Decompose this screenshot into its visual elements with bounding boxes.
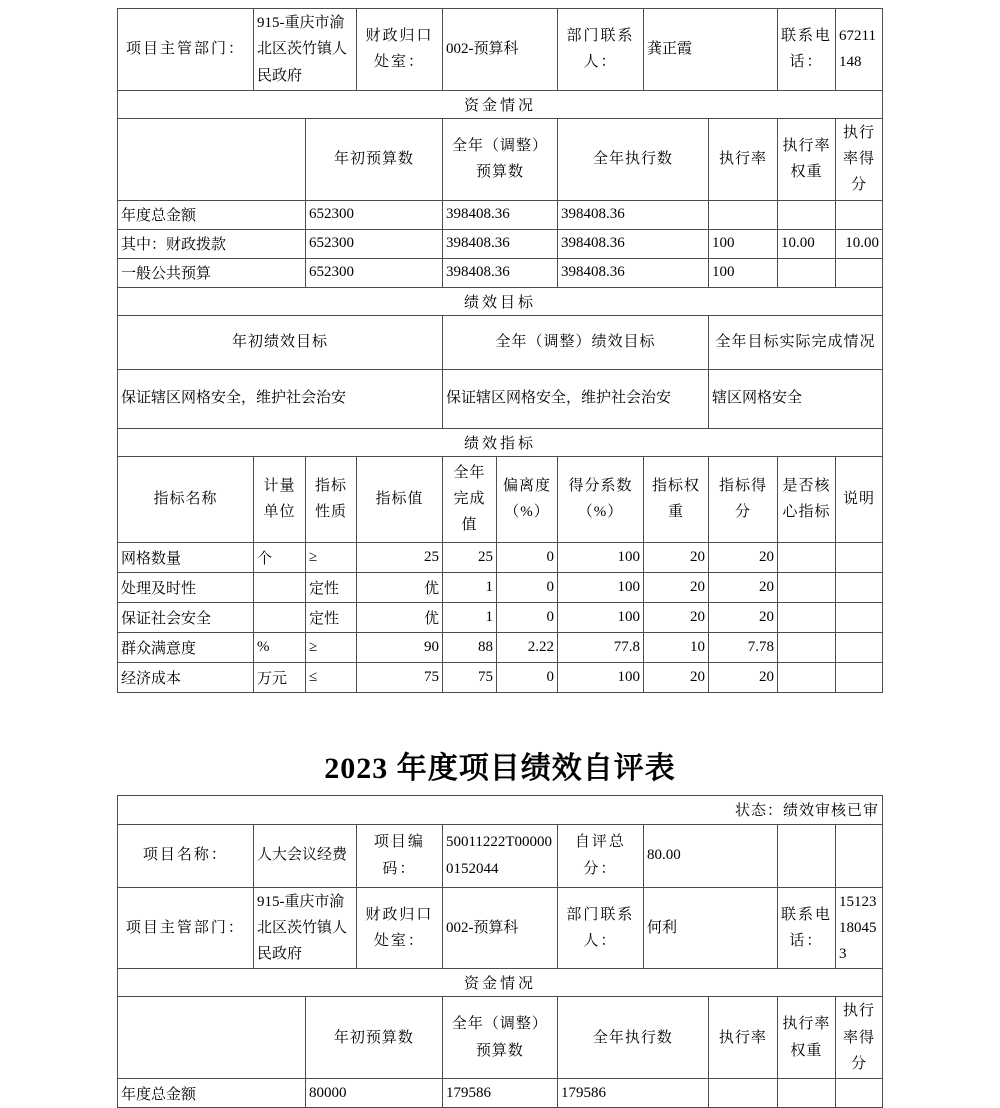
indicator-core-flag: [778, 662, 836, 692]
indicator-weight: 10: [643, 632, 708, 662]
funds-section-title: 资金情况: [117, 90, 882, 118]
funds-section-row: [117, 90, 882, 118]
funds-cell: 179586: [442, 1079, 557, 1108]
indicator-col-header: 得分系数（%）: [557, 456, 643, 542]
indicator-core-flag: [778, 572, 836, 602]
indicator-weight: 20: [643, 572, 708, 602]
funds-cell: [777, 1079, 835, 1108]
goals-content-row: [117, 369, 882, 428]
indicator-nature: 定性: [305, 602, 356, 632]
indicator-score-coef: 100: [557, 542, 643, 572]
indicator-completed: 75: [442, 662, 496, 692]
goal-initial: 保证辖区网格安全，维护社会治安: [117, 369, 442, 428]
funds-header-row: [117, 997, 882, 1079]
finance-office-value: 002-预算科: [442, 887, 557, 969]
funds-row-total: [117, 1079, 882, 1108]
indicator-name: 经济成本: [117, 662, 253, 692]
funds-row-fiscal: [117, 229, 882, 258]
funds-section-title: 资金情况: [117, 969, 882, 997]
project-name-label: 项目名称：: [117, 824, 253, 887]
indicator-name: 群众满意度: [117, 632, 253, 662]
funds-cell: 398408.36: [557, 258, 708, 287]
funds-cell: 100: [708, 229, 777, 258]
funds-row-label: 其中：财政拨款: [117, 229, 305, 258]
funds-col-header: 全年执行数: [557, 118, 708, 200]
indicator-deviation: 0: [496, 602, 557, 632]
indicator-unit: [253, 572, 305, 602]
funds-cell: [708, 1079, 777, 1108]
indicator-score-coef: 100: [557, 602, 643, 632]
project-name-value: 人大会议经费: [253, 824, 356, 887]
indicator-note: [836, 572, 883, 602]
indicator-col-header: 指标性质: [305, 456, 356, 542]
indicator-weight: 20: [643, 542, 708, 572]
indicator-score: 20: [708, 572, 777, 602]
goals-section-row: [117, 287, 882, 315]
performance-table-1: [117, 8, 883, 693]
funds-row-label: 一般公共预算: [117, 258, 305, 287]
indicator-col-header: 指标值: [356, 456, 442, 542]
funds-col-header: 执行率权重: [778, 118, 836, 200]
indicator-row: [117, 572, 882, 602]
funds-col-header: 年初预算数: [305, 118, 442, 200]
funds-header-empty: [117, 118, 305, 200]
indicator-nature: ≤: [305, 662, 356, 692]
indicator-nature: 定性: [305, 572, 356, 602]
indicator-col-header: 全年完成值: [442, 456, 496, 542]
indicator-target: 优: [356, 572, 442, 602]
indicator-target: 25: [356, 542, 442, 572]
indicator-score-coef: 100: [557, 662, 643, 692]
indicator-row: [117, 632, 882, 662]
funds-cell: [778, 200, 836, 229]
indicator-deviation: 0: [496, 662, 557, 692]
funds-row-label: 年度总金额: [117, 1079, 305, 1108]
contact-person-label: 部门联系人：: [557, 9, 643, 91]
indicator-target: 75: [356, 662, 442, 692]
funds-header-row: [117, 118, 882, 200]
indicators-section-row: [117, 428, 882, 456]
indicator-unit: 个: [253, 542, 305, 572]
finance-office-label: 财政归口处室：: [356, 887, 442, 969]
indicator-weight: 20: [643, 662, 708, 692]
indicator-note: [836, 602, 883, 632]
dept-value: 915-重庆市渝北区茨竹镇人民政府: [253, 887, 356, 969]
indicator-name: 处理及时性: [117, 572, 253, 602]
contact-person-label: 部门联系人：: [557, 887, 643, 969]
phone-value: 67211148: [836, 9, 883, 91]
indicator-completed: 1: [442, 572, 496, 602]
funds-cell: [836, 200, 883, 229]
project-code-value: 50011222T000000152044: [442, 824, 557, 887]
goal-actual: 辖区网格安全: [708, 369, 882, 428]
indicator-score-coef: 77.8: [557, 632, 643, 662]
indicator-row: [117, 662, 882, 692]
goals-col-header: 全年目标实际完成情况: [708, 315, 882, 369]
funds-cell: 652300: [305, 229, 442, 258]
funds-cell: 652300: [305, 200, 442, 229]
funds-row-label: 年度总金额: [117, 200, 305, 229]
indicator-deviation: 2.22: [496, 632, 557, 662]
funds-cell: 398408.36: [557, 200, 708, 229]
indicator-col-header: 指标得分: [708, 456, 777, 542]
funds-cell: 398408.36: [442, 229, 557, 258]
funds-row-public-budget: [117, 258, 882, 287]
goals-col-header: 年初绩效目标: [117, 315, 442, 369]
dept-label: 项目主管部门：: [117, 887, 253, 969]
goals-header-row: [117, 315, 882, 369]
indicator-deviation: 0: [496, 572, 557, 602]
funds-col-header: 全年（调整）预算数: [442, 118, 557, 200]
indicator-col-header: 指标名称: [117, 456, 253, 542]
phone-label: 联系电话：: [778, 9, 836, 91]
finance-office-label: 财政归口处室：: [356, 9, 442, 91]
indicator-row: [117, 542, 882, 572]
funds-cell: 398408.36: [442, 200, 557, 229]
indicator-score: 7.78: [708, 632, 777, 662]
funds-cell: 398408.36: [557, 229, 708, 258]
funds-cell: 100: [708, 258, 777, 287]
performance-table-2: [117, 795, 883, 1108]
funds-col-header: 执行率得分: [836, 118, 883, 200]
indicator-score: 20: [708, 662, 777, 692]
goals-col-header: 全年（调整）绩效目标: [442, 315, 708, 369]
funds-header-empty: [117, 997, 305, 1079]
funds-cell: 179586: [557, 1079, 708, 1108]
empty-cell: [835, 824, 882, 887]
funds-col-header: 全年（调整）预算数: [442, 997, 557, 1079]
status-badge: 状态：绩效审核已审: [117, 795, 882, 824]
goals-section-title: 绩效目标: [117, 287, 882, 315]
phone-label: 联系电话：: [777, 887, 835, 969]
indicator-col-header: 说明: [836, 456, 883, 542]
funds-col-header: 全年执行数: [557, 997, 708, 1079]
indicator-row: [117, 602, 882, 632]
funds-cell: 10.00: [836, 229, 883, 258]
funds-cell: [778, 258, 836, 287]
project-name-row: [117, 824, 882, 887]
funds-row-total: [117, 200, 882, 229]
indicator-completed: 25: [442, 542, 496, 572]
funds-cell: 10.00: [778, 229, 836, 258]
indicator-completed: 1: [442, 602, 496, 632]
funds-col-header: 执行率得分: [835, 997, 882, 1079]
funds-cell: [835, 1079, 882, 1108]
indicator-target: 90: [356, 632, 442, 662]
funds-col-header: 年初预算数: [305, 997, 442, 1079]
indicator-col-header: 指标权重: [643, 456, 708, 542]
indicator-col-header: 计量单位: [253, 456, 305, 542]
funds-cell: 80000: [305, 1079, 442, 1108]
indicator-nature: ≥: [305, 632, 356, 662]
indicator-col-header: 偏离度（%）: [496, 456, 557, 542]
project-code-label: 项目编码：: [356, 824, 442, 887]
indicator-core-flag: [778, 632, 836, 662]
finance-office-value: 002-预算科: [442, 9, 557, 91]
indicator-note: [836, 632, 883, 662]
indicator-deviation: 0: [496, 542, 557, 572]
goal-adjusted: 保证辖区网格安全，维护社会治安: [442, 369, 708, 428]
funds-cell: [708, 200, 777, 229]
empty-cell: [777, 824, 835, 887]
dept-label: 项目主管部门：: [117, 9, 253, 91]
funds-cell: 652300: [305, 258, 442, 287]
indicator-note: [836, 542, 883, 572]
indicator-name: 保证社会安全: [117, 602, 253, 632]
self-score-label: 自评总分：: [557, 824, 643, 887]
indicator-core-flag: [778, 602, 836, 632]
dept-info-row: [117, 887, 882, 969]
self-score-value: 80.00: [643, 824, 777, 887]
dept-info-row: [117, 9, 882, 91]
indicator-col-header: 是否核心指标: [778, 456, 836, 542]
indicators-section-title: 绩效指标: [117, 428, 882, 456]
indicator-unit: [253, 602, 305, 632]
funds-cell: [836, 258, 883, 287]
funds-cell: 398408.36: [442, 258, 557, 287]
indicator-nature: ≥: [305, 542, 356, 572]
indicator-name: 网格数量: [117, 542, 253, 572]
status-row: [117, 795, 882, 824]
indicator-score: 20: [708, 542, 777, 572]
indicator-note: [836, 662, 883, 692]
funds-col-header: 执行率权重: [777, 997, 835, 1079]
indicator-score: 20: [708, 602, 777, 632]
funds-col-header: 执行率: [708, 118, 777, 200]
indicator-unit: 万元: [253, 662, 305, 692]
indicator-score-coef: 100: [557, 572, 643, 602]
contact-person-value: 龚正霞: [643, 9, 777, 91]
dept-value: 915-重庆市渝北区茨竹镇人民政府: [253, 9, 356, 91]
indicator-target: 优: [356, 602, 442, 632]
indicators-header-row: [117, 456, 882, 542]
indicator-unit: %: [253, 632, 305, 662]
funds-section-row: [117, 969, 882, 997]
indicator-completed: 88: [442, 632, 496, 662]
funds-col-header: 执行率: [708, 997, 777, 1079]
phone-value: 15123180453: [835, 887, 882, 969]
indicator-core-flag: [778, 542, 836, 572]
contact-person-value: 何利: [643, 887, 777, 969]
page-title: 2023 年度项目绩效自评表: [0, 743, 1000, 787]
indicator-weight: 20: [643, 602, 708, 632]
